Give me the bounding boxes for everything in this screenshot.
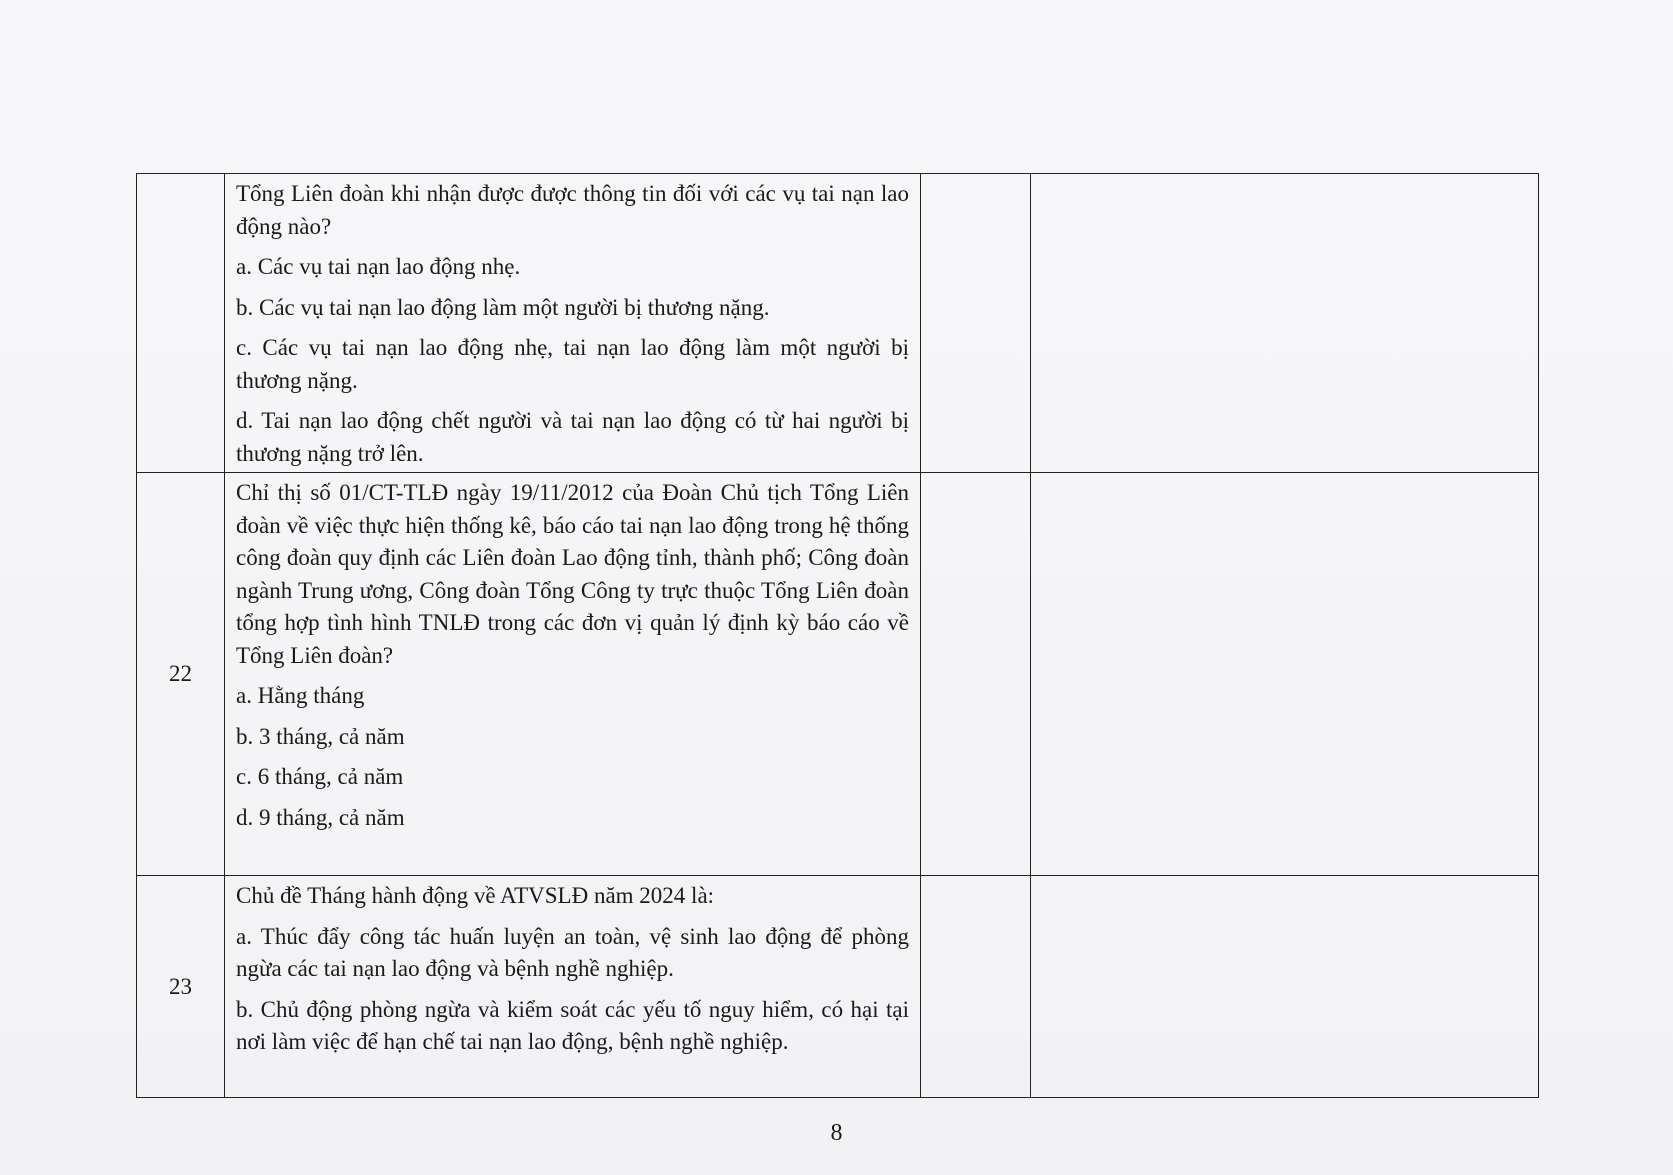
answer-cell: [921, 473, 1031, 876]
answer-option: d. Tai nạn lao động chết người và tai nạn lao động có từ hai người bị thương nặng trở lên.: [236, 408, 909, 466]
table-row: [137, 473, 1539, 876]
question-cell: [225, 174, 921, 473]
table-row: [137, 876, 1539, 1098]
question-number: [137, 174, 225, 473]
question-text: Chỉ thị số 01/CT-TLĐ ngày 19/11/2012 của Đoàn Chủ tịch Tổng Liên đoàn về việc thực hiện thống kê, báo cáo tai nạn lao động trong hệ thống công đoàn quy định các Liên đoàn Lao động tỉnh, thành phố; Công đoàn ngành Trung ương, Công đoàn Tổng Công ty trực thuộc Tổng Liên đoàn tổng hợp tình hình TNLĐ trong các đơn vị quản lý định kỳ báo cáo về Tổng Liên đoàn?: [236, 480, 909, 668]
answer-option: a. Hằng tháng: [236, 683, 365, 708]
question-number: 23: [137, 876, 225, 1098]
table-row: [137, 174, 1539, 473]
answer-cell: [921, 174, 1031, 473]
answer-option: a. Các vụ tai nạn lao động nhẹ.: [236, 254, 521, 279]
question-cell: [225, 876, 921, 1098]
answer-option: b. Chủ động phòng ngừa và kiểm soát các yếu tố nguy hiểm, có hại tại nơi làm việc để hạn chế tai nạn lao động, bệnh nghề nghiệp.: [236, 996, 909, 1054]
page-number: 8: [830, 1120, 843, 1146]
answer-cell: [921, 876, 1031, 1098]
answer-option: a. Thúc đẩy công tác huấn luyện an toàn, vệ sinh lao động để phòng ngừa các tai nạn lao động và bệnh nghề nghiệp.: [236, 923, 909, 981]
question-cell: [225, 473, 921, 876]
answer-option: b. 3 tháng, cả năm: [236, 723, 405, 749]
answer-option: d. 9 tháng, cả năm: [236, 804, 405, 830]
answer-option: b. Các vụ tai nạn lao động làm một người bị thương nặng.: [236, 294, 770, 320]
answer-option: c. 6 tháng, cả năm: [236, 764, 404, 789]
answer-option: c. Các vụ tai nạn lao động nhẹ, tai nạn lao động làm một người bị thương nặng.: [236, 335, 909, 393]
question-number: 22: [137, 473, 225, 876]
note-cell: [1031, 174, 1539, 473]
note-cell: [1031, 473, 1539, 876]
question-text: Tổng Liên đoàn khi nhận được được thông tin đối với các vụ tai nạn lao động nào?: [236, 181, 909, 239]
question-text: Chủ đề Tháng hành động về ATVSLĐ năm 2024 là:: [236, 883, 715, 908]
note-cell: [1031, 876, 1539, 1098]
question-table: [136, 173, 1539, 1098]
